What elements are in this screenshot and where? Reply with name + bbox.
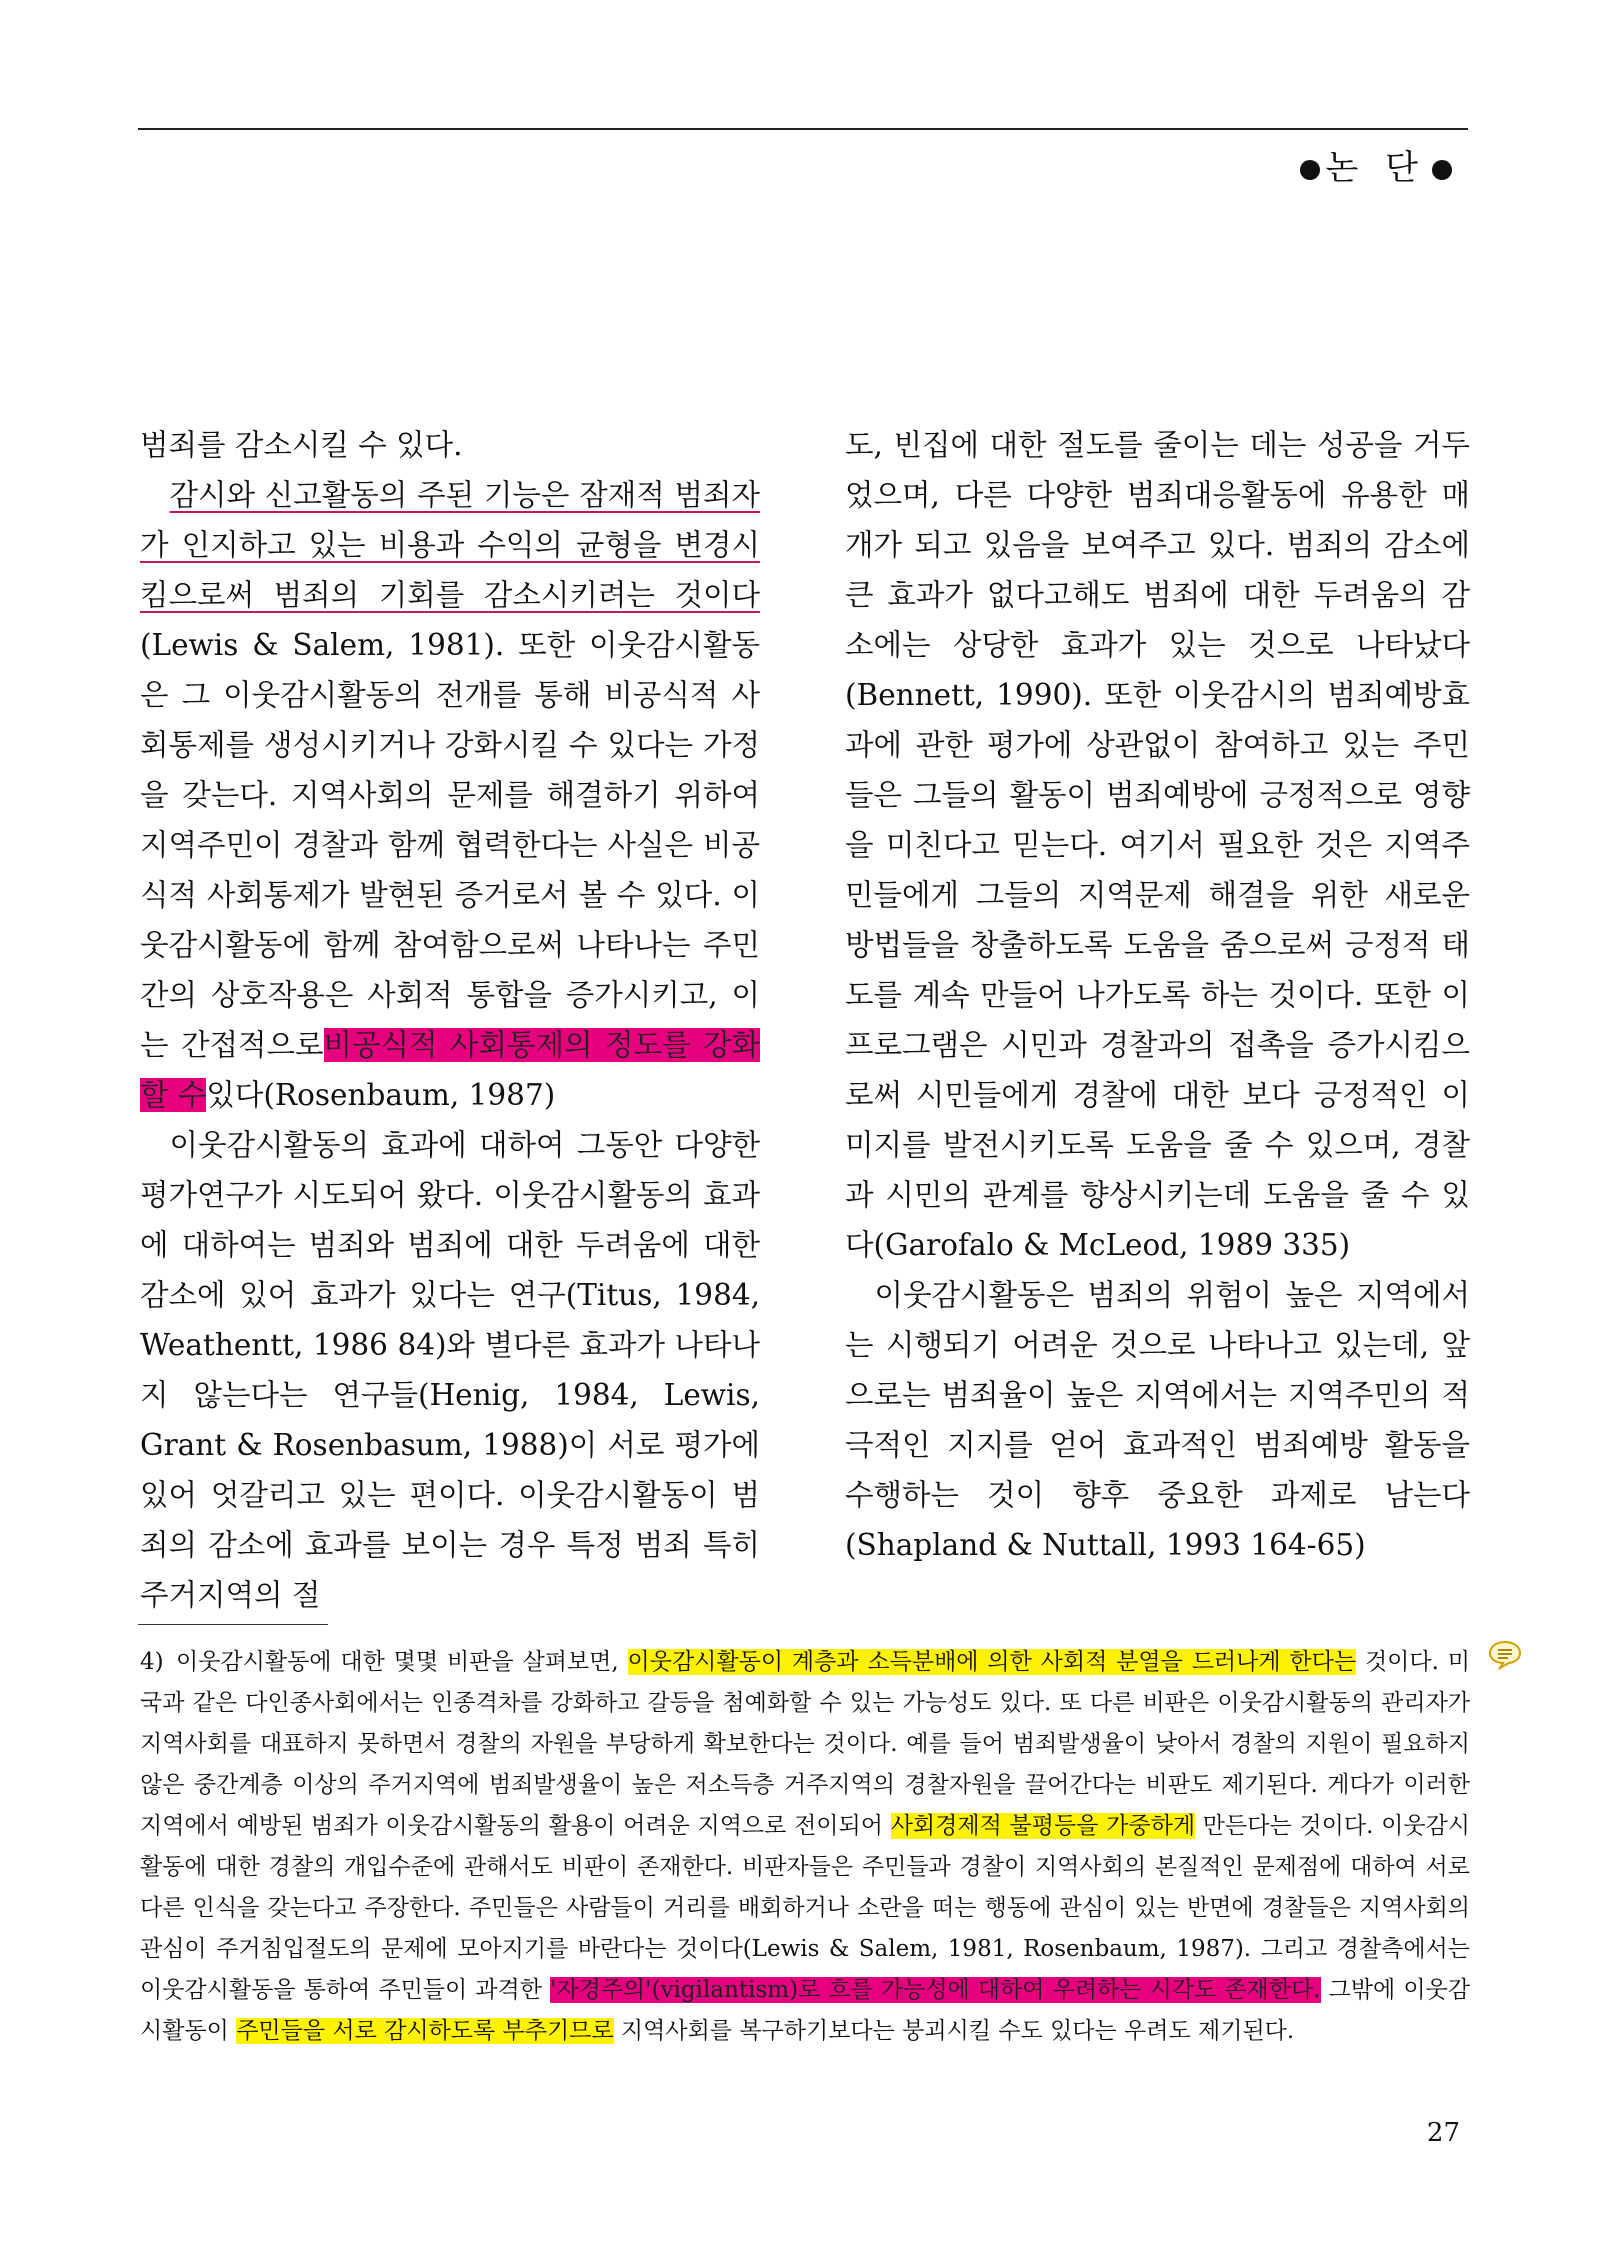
paragraph-text: 도, 빈집에 대한 절도를 줄이는 데는 성공을 거두었으며, 다른 다양한 범죄대응활동에 유용한 매개가 되고 있음을 보여주고 있다. 범죄의 감소에 큰 효과가 없다고해도 범죄에 대한 두려움의 감소에는 상당한 효과가 있는 것으로 나타났다(Bennett, 1990). 또한 이웃감시의 범죄예방효과에 관한 평가에 상관없이 참여하고 있는 주민들은 그들의 활동이 범죄예방에 긍정적으로 영향을 미친다고 믿는다. 여기서 필요한 것은 지역주민들에게 그들의 지역문제 해결을 위한 새로운 방법들을 창출하도록 도움을 줌으로써 긍정적 태도를 계속 만들어 나가도록 하는 것이다. 또한 이 프로그램은 시민과 경찰과의 접촉을 증가시킴으로써 시민들에게 경찰에 대한 보다 긍정적인 이미지를 발전시키도록 도움을 줄 수 있으며, 경찰과 시민의 관계를 향상시키는데 도움을 줄 수 있다(Garofalo & McLeod, 1989 335) bbox=[845, 428, 1470, 1262]
highlighted-text: 비공식적 사회통제의 정도를 강화할 수 bbox=[140, 1028, 760, 1112]
paragraph-text: 있다(Rosenbaum, 1987) bbox=[206, 1078, 556, 1112]
underlined-text: 감시와 신고활동의 주된 기능은 잠재적 범죄자가 인지하고 있는 비용과 수익의 균형을 변경시킴으로써 범죄의 기회를 감소시키려는 것이다 bbox=[140, 478, 760, 612]
paragraph bbox=[140, 470, 760, 1120]
highlighted-text: 이웃감시활동이 계층과 소득분배에 의한 사회적 분열을 드러나게 한다는 bbox=[627, 1649, 1357, 1675]
left-column bbox=[140, 420, 760, 1620]
bullet-dot-icon bbox=[1300, 160, 1320, 180]
paragraph-text: (Lewis & Salem, 1981). 또한 이웃감시활동은 그 이웃감시활동의 전개를 통해 비공식적 사회통제를 생성시키거나 강화시킬 수 있다는 가정을 갖는다. 지역사회의 문제를 해결하기 위하여 지역주민이 경찰과 함께 협력한다는 사실은 비공식적 사회통제가 발현된 증거로서 볼 수 있다. 이웃감시활동에 함께 참여함으로써 나타나는 주민간의 상호작용은 사회적 통합을 증가시키고, 이는 간접적으로 bbox=[140, 628, 760, 1062]
highlighted-text: 주민들을 서로 감시하도록 부추기므로 bbox=[236, 2018, 614, 2044]
paragraph bbox=[140, 1120, 760, 1620]
paragraph bbox=[845, 1270, 1470, 1570]
comment-bubble-icon[interactable] bbox=[1488, 1640, 1522, 1670]
footnote bbox=[140, 1642, 1470, 2052]
paragraph-text: 범죄를 감소시킬 수 있다. bbox=[140, 428, 463, 462]
section-header bbox=[1294, 140, 1459, 189]
paragraph bbox=[140, 420, 760, 470]
bullet-dot-icon bbox=[1432, 160, 1452, 180]
footnote-text: 지역사회를 복구하기보다는 붕괴시킬 수도 있다는 우려도 제기된다. bbox=[620, 2018, 1295, 2044]
highlighted-text: 사회경제적 불평등을 가중하게 bbox=[890, 1813, 1196, 1839]
header-rule bbox=[138, 128, 1468, 130]
section-label: 논 단 bbox=[1325, 148, 1426, 188]
right-column bbox=[845, 420, 1470, 1570]
footnote-text: 만든다는 것이다. 이웃감시활동에 대한 경찰의 개입수준에 관해서도 비판이 존재한다. 비판자들은 주민들과 경찰이 지역사회의 본질적인 문제점에 대하여 서로 다른 인식을 갖는다고 주장한다. 주민들은 사람들이 거리를 배회하거나 소란을 떠는 행동에 관심이 있는 반면에 경찰들은 지역사회의 관심이 주거침입절도의 문제에 모아지기를 바란다는 것이다(Lewis & Salem, 1981, Rosenbaum, 1987). 그리고 경찰측에서는 이웃감시활동을 통하여 주민들이 과격한 bbox=[140, 1813, 1470, 2003]
highlighted-text: '자경주의'(vigilantism)로 흐를 가능성에 대하여 우려하는 시각도 존재한다. bbox=[550, 1977, 1321, 2003]
footnote-text: 이웃감시활동에 대한 몇몇 비판을 살펴보면, bbox=[176, 1649, 619, 1675]
paragraph bbox=[845, 420, 1470, 1270]
footnote-number: 4) bbox=[140, 1649, 164, 1675]
footnote-text: 것이다. 미국과 같은 다인종사회에서는 인종격차를 강화하고 갈등을 첨예화할 수 있는 가능성도 있다. 또 다른 비판은 이웃감시활동의 관리자가 지역사회를 대표하지 못하면서 경찰의 자원을 부당하게 확보한다는 것이다. 예를 들어 범죄발생율이 낮아서 경찰의 지원이 필요하지 않은 중간계층 이상의 주거지역에 범죄발생율이 높은 저소득층 거주지역의 경찰자원을 끌어간다는 비판도 제기된다. 게다가 이러한 지역에서 예방된 범죄가 이웃감시활동의 활용이 어려운 지역으로 전이되어 bbox=[140, 1649, 1470, 1839]
page-number: 27 bbox=[1426, 2118, 1460, 2148]
footnote-body bbox=[140, 1649, 1470, 2044]
footnote-text: 그밖에 이웃감시활동이 bbox=[140, 1977, 1470, 2044]
paragraph-text: 이웃감시활동은 범죄의 위험이 높은 지역에서는 시행되기 어려운 것으로 나타나고 있는데, 앞으로는 범죄율이 높은 지역에서는 지역주민의 적극적인 지지를 얻어 효과적인 범죄예방 활동을 수행하는 것이 향후 중요한 과제로 남는다(Shapland & Nuttall, 1993 164-65) bbox=[845, 1278, 1470, 1562]
footnote-rule bbox=[138, 1624, 328, 1625]
paragraph-text: 이웃감시활동의 효과에 대하여 그동안 다양한 평가연구가 시도되어 왔다. 이웃감시활동의 효과에 대하여는 범죄와 범죄에 대한 두려움에 대한 감소에 있어 효과가 있다는 연구(Titus, 1984, Weathentt, 1986 84)와 별다른 효과가 나타나지 않는다는 연구들(Henig, 1984, Lewis, Grant & Rosenbasum, 1988)이 서로 평가에 있어 엇갈리고 있는 편이다. 이웃감시활동이 범죄의 감소에 효과를 보이는 경우 특정 범죄 특히 주거지역의 절 bbox=[140, 1128, 760, 1612]
